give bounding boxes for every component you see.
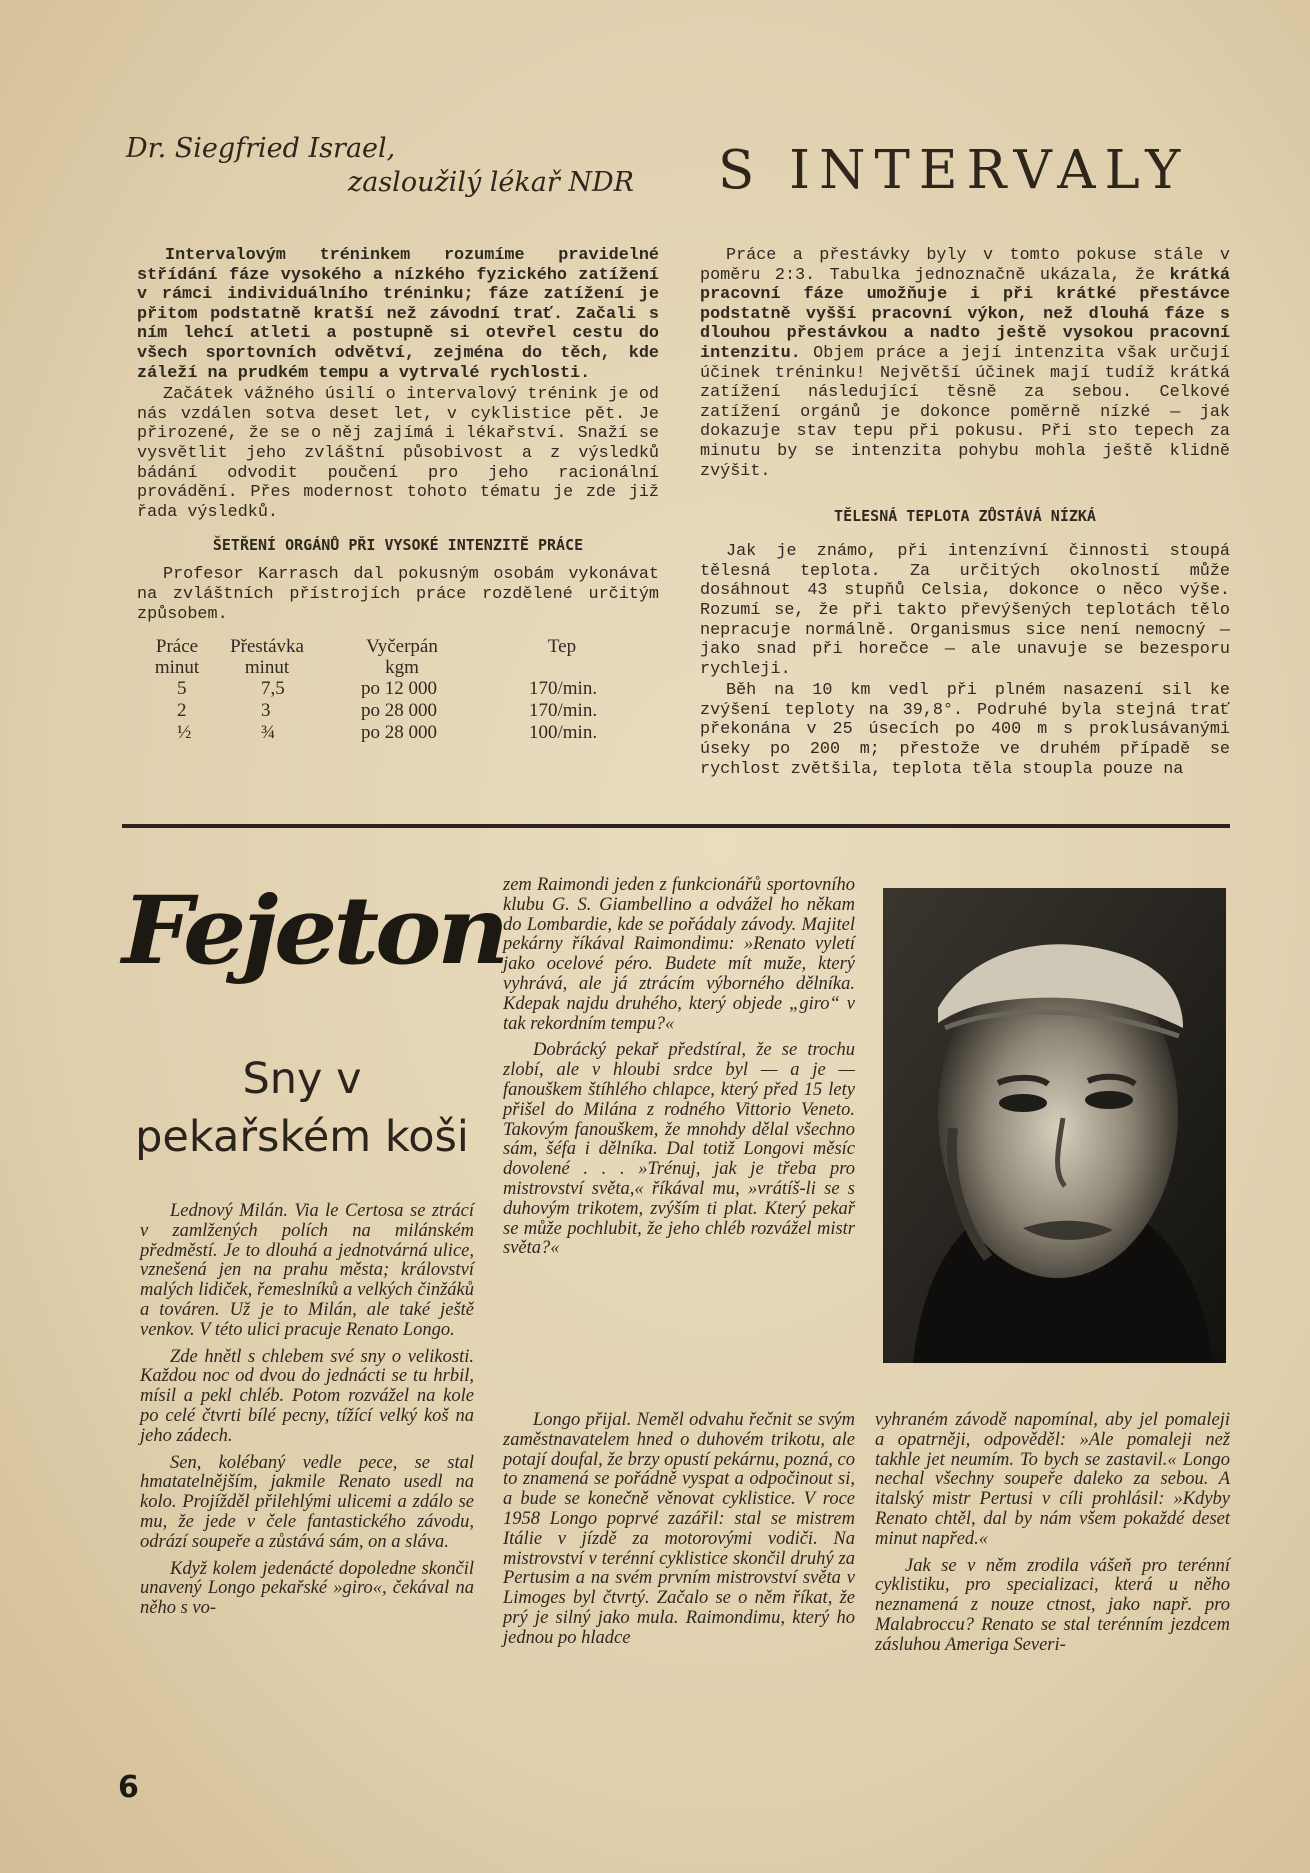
author-byline bbox=[126, 132, 634, 200]
story-paragraph: Lednový Milán. Via le Certosa se ztrácí v zamlžených polích na milánském předměstí. Je to dlouhá a jednotvárná ulice, vznešená jen na prahu města; království malých lidiček, řemeslníků a velkých činžáků a továren. Už je to Milán, ale také ještě venkov. V této ulici pracuje Renato Longo. bbox=[140, 1201, 474, 1340]
story-paragraph: Když kolem jedenácté dopoledne skončil unavený Longo pekařské »giro«, čekával na něho s vo- bbox=[140, 1558, 474, 1619]
story-paragraph: Zde hnětl s chlebem své sny o velikosti. Každou noc od dvou do jednácti se tu hrbil, mísil a pekl chléb. Potom rozvážel na kole po celé čtvrti bílé pecny, tížící velký koš na jeho zádech. bbox=[140, 1346, 474, 1446]
article-column-left bbox=[137, 246, 659, 744]
story-paragraph: zem Raimondi jeden z funkcionářů sportovního klubu G. S. Giambellino a odvážel ho někam do Lombardie, kde se pořádaly závody. Majitel pekárny říkával Raimondimu: »Renato vyletí jako ocelové péro. Budete mít muže, který vyhrává, ale já ztrácím výborného dělníka. Kdepak najdu druhého, který objede „giro“ v tak rekordním tempu?« bbox=[503, 875, 855, 1034]
story-paragraph: Dobrácký pekař předstíral, že se trochu zlobí, ale v hloubi srdce byl — a je — fanouškem štíhlého chlapce, který před 15 lety přišel do Milána z rodného Vittorio Veneto. Takovým fanouškem, že mnohdy dělal všechno sám, šéfa i dělníka. Dal totiž Longovi měsíc dovolené . . . »Trénuj, jak je třeba pro mistrovství světa,« říkával mu, »vrátíš-li se s duhovým trikotem, zvýším ti plat. Který pekař se může pochlubit, že jeho chléb rozvážel mistr světa?« bbox=[503, 1040, 855, 1259]
article-paragraph: Jak je známo, při intenzívní činnosti stoupá tělesná teplota. Za určitých okolností může dosáhnout 43 stupňů Celsia, dokonce o něco výše. Rozumí se, že při takto převýšených teplotách tělo nepracuje normálně. Organismus sice není nemocný — jako snad při horečce — ale unavuje se bezesporu rychleji. bbox=[700, 542, 1230, 679]
story-column-1 bbox=[140, 1202, 474, 1626]
article-paragraph: Začátek vážného úsilí o intervalový trénink je od nás vzdálen sotva deset let, v cyklistice pět. Je přirozené, že se o něj zajímá i lékařství. Snaží se vysvětlit jeho zvláštní působivost a z výsledků bádání odvodit poučení pro jeho racionální provádění. Přes modernost tohoto tématu je zde již řada výsledků. bbox=[137, 385, 659, 522]
results-table bbox=[137, 636, 637, 744]
story-paragraph: Jak se v něm zrodila vášeň pro terénní cyklistiku, pro specializaci, která u něho neznamená z nouze ctnost, jako např. pro Malabroccu? Renato se stal terénním jezdcem zásluhou Ameriga Severi- bbox=[875, 1555, 1230, 1655]
author-title: zasloužilý lékař NDR bbox=[348, 167, 634, 198]
story-column-3 bbox=[503, 1411, 855, 1656]
article-paragraph: Profesor Karrasch dal pokusným osobám vykonávat na zvláštních přístrojích práce rozdělené určitým způsobem. bbox=[137, 565, 659, 624]
table-row: 2 3 po 28 000 170/min. bbox=[177, 700, 598, 722]
story-title: Sny v pekařském koši bbox=[135, 1054, 469, 1162]
article-column-right bbox=[700, 246, 1230, 781]
table-header-cell: Přestávka minut bbox=[230, 636, 304, 679]
feuilleton-heading: Fejeton bbox=[122, 876, 506, 986]
emphasis-text: krátká pracovní fáze umožňuje i při krátké přestávce podstatně vyšší pracovní výkon, než dlouhá fáze s dlouhou přestávkou a nadto ještě vysokou pracovní intenzitu. bbox=[700, 265, 1230, 363]
section-divider bbox=[122, 824, 1230, 828]
article-paragraph: Běh na 10 km vedl při plném nasazení sil ke zvýšení teploty na 39,8°. Podruhé byla stejná trať překonána v 25 úsecích po 400 m s proklusávanými úseky po 200 m; přestože ve druhém případě se rychlost zvětšila, teplota těla stoupla pouze na bbox=[700, 681, 1230, 779]
story-paragraph: Longo přijal. Neměl odvahu řečnit se svým zaměstnavatelem hned o duhovém trikotu, ale potají doufal, že brzy opustí pekárnu, pozná, co to znamená se pořádně vyspat a odpočinout si, a bude se konečně věnovat cyklistice. V roce 1958 Longo poprvé zazářil: stal se mistrem Itálie v jízdě za motorovými vodiči. Na mistrovství v terénní cyklistice skončil druhý za Pertusim a na svém prvním mistrovství světa v Limoges byl čtvrtý. Začalo se o něm říkat, že prý je silný jako mula. Raimondimu, který ho jednou po hladce bbox=[503, 1410, 855, 1648]
author-name: Dr. Siegfried Israel, bbox=[126, 133, 396, 164]
article-lead: Intervalovým tréninkem rozumíme pravidelné střídání fáze vysokého a nízkého fyzického zatížení v rámci individuálního tréninku; fáze zatížení je přitom podstatně kratší než závodní trať. Začali s ním lehcí atleti a postupně si otevřel cestu do všech sportovních odvětví, zejména do těch, kde záleží na prudkém tempu a vytrvalé rychlosti. bbox=[137, 246, 659, 383]
section-heading: ŠETŘENÍ ORGÁNŮ PŘI VYSOKÉ INTENZITĚ PRÁCE bbox=[212, 536, 584, 555]
story-column-4 bbox=[875, 1411, 1230, 1663]
section-heading: TĚLESNÁ TEPLOTA ZŮSTÁVÁ NÍZKÁ bbox=[834, 507, 1096, 526]
table-row: 5 7,5 po 12 000 170/min. bbox=[177, 678, 598, 700]
page-number: 6 bbox=[118, 1770, 139, 1805]
story-column-2 bbox=[503, 876, 855, 1266]
story-paragraph: Sen, kolébaný vedle pece, se stal hmatatelnějším, jakmile Renato usedl na kolo. Projížděl přilehlými ulicemi a zdálo se mu, že jede v čele fantastického závodu, odrází soupeře a zůstává sám, on a sláva. bbox=[140, 1452, 474, 1552]
table-header-cell: Práce minut bbox=[154, 636, 200, 679]
article-title: S INTERVALY bbox=[718, 140, 1190, 201]
story-paragraph: vyhraném závodě napomínal, aby jel pomaleji a opatrněji, odpověděl: »Ale pomaleji než takhle jet neumím. To bych se zastavil.« Longo nechal všechny soupeře daleko za sebou. A italský mistr Pertusi v cíli prohlásil: »Kdyby Renato chtěl, dal by nám všem pokaždé deset minut napřed.« bbox=[875, 1410, 1230, 1549]
table-row: ½ ¾ po 28 000 100/min. bbox=[177, 722, 598, 744]
portrait-photo bbox=[883, 888, 1226, 1363]
article-paragraph: Práce a přestávky byly v tomto pokuse stále v poměru 2:3. Tabulka jednoznačně ukázala, že krátká pracovní fáze umožňuje i při krátké přestávce podstatně vyšší pracovní výkon, než dlouhá fáze s dlouhou přestávkou a nadto ještě vysokou pracovní intenzitu. Objem práce a její intenzita však určují účinek tréninku! Největší účinek mají tudíž krátká zatížení následující těsně za sebou. Celkové zatížení orgánů je dokonce poměrně nízké — jak dokazuje stav tepu při pokusu. Při sto tepech za minutu by se intenzita pohybu mohla ještě klidně zvýšit. bbox=[700, 246, 1230, 481]
table-header-cell: Vyčerpán kgm bbox=[366, 636, 438, 679]
table-header-cell: Tep bbox=[547, 636, 577, 658]
